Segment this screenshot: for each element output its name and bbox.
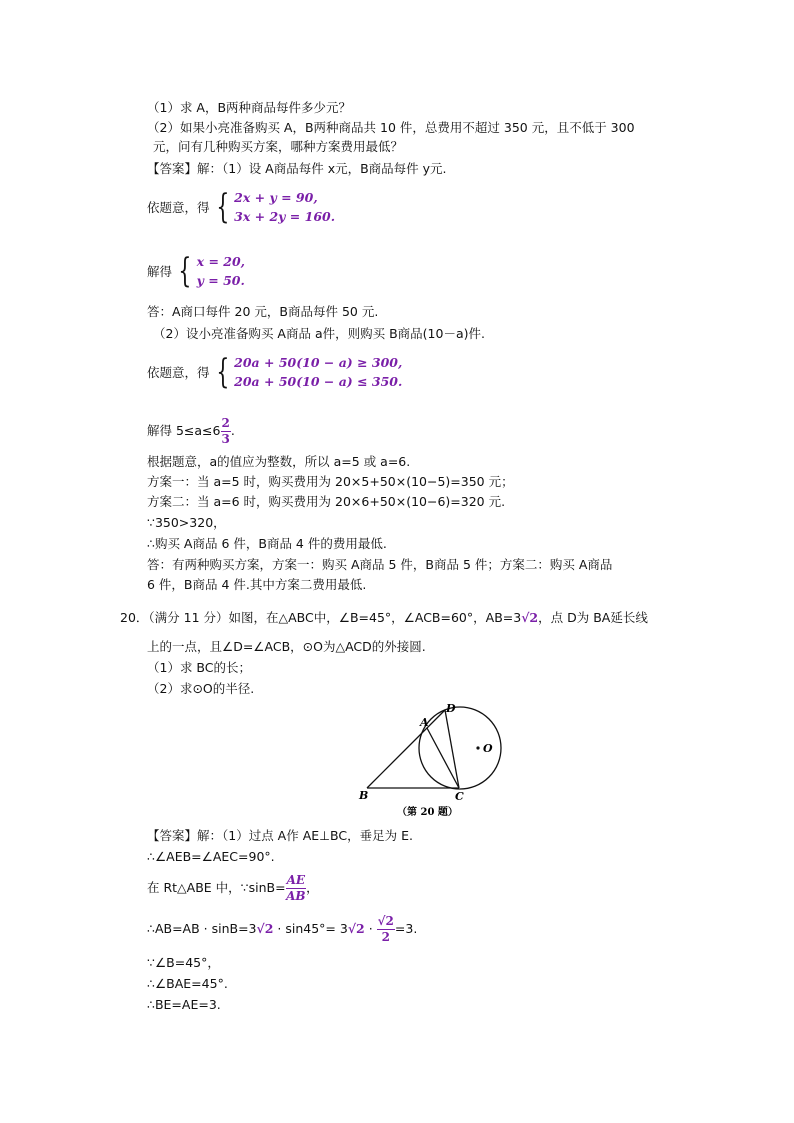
fraction [221,416,231,447]
answer-text: · [364,921,377,936]
question-text: ，点 D为 BA延长线 [538,610,648,625]
solve-text: 解得 5≤a≤6 [147,423,221,438]
answer-text: ， [306,880,319,895]
question-20-part-2: （2）求⊙O的半径. [147,681,255,696]
plan-1: 方案一：当 a=5 时，购买费用为 20×5+50×(10−5)=350 元； [147,474,514,489]
system-lead-text: 依题意，得 [147,365,210,380]
solution-system-1 [147,252,245,290]
brace-symbol: { [178,251,192,291]
answer-line: 答：A商口每件 20 元，B商品每件 50 元. [147,304,379,319]
answer-20-line-3 [147,872,319,904]
figure-caption: （第 20 题） [397,807,458,818]
label-c: C [455,790,464,803]
fraction-denominator: AB [286,889,306,903]
brace-symbol: { [215,352,229,392]
brace-symbol: { [215,187,229,227]
part-2-setup: （2）设小亮准备购买 A商品 a件，则购买 B商品(10－a)件. [153,326,485,341]
inequality-line: 20a + 50(10 − a) ≥ 300, [234,355,403,370]
question-20-line-1 [120,610,648,626]
question-20-part-1: （1）求 BC的长； [147,660,252,675]
question-part-1: （1）求 A，B两种商品每件多少元？ [147,100,352,115]
question-part-2-line-2: 元，问有几种购买方案，哪种方案费用最低？ [153,139,404,154]
fraction-denominator: 2 [381,930,390,944]
answer-20-intro: 【答案】解：（1）过点 A作 AE⊥BC，垂足为 E. [147,828,413,843]
fraction-numerator: AE [286,873,306,887]
label-d: D [446,702,456,715]
equation-line: 3x + 2y = 160. [234,209,336,224]
answer-text: · sin45°= 3 [273,921,348,936]
center-point [476,746,479,749]
plan-2: 方案二：当 a=6 时，购买费用为 20×6+50×(10−6)=320 元. [147,494,506,509]
answer-text: =3. [394,921,418,936]
label-a: A [420,716,429,729]
fraction [286,873,306,904]
answer-20-line-2: ∴∠AEB=∠AEC=90°. [147,849,275,864]
fraction-denominator: 3 [221,432,230,446]
comparison-line: ∵350>320， [147,515,226,530]
inequality-system [147,353,402,391]
segment-dc [445,710,459,788]
integer-condition: 根据题意，a的值应为整数，所以 a=5 或 a=6. [147,454,411,469]
question-number: 20． [120,610,149,625]
inequality-line: 20a + 50(10 − a) ≤ 350. [234,374,403,389]
final-answer-line-2: 6 件，B商品 4 件.其中方案二费用最低. [147,577,367,592]
question-20-line-2: 上的一点，且∠D=∠ACB，⊙O为△ACD的外接圆. [147,639,426,654]
solve-line [147,415,235,447]
system-lead-text: 解得 [147,264,173,279]
equation-line: 2x + y = 90, [234,190,318,205]
final-answer-line-1: 答：有两种购买方案，方案一：购买 A商品 5 件，B商品 5 件；方案二：购买 A商品 [147,557,613,572]
sqrt-expression: √2 [256,921,274,936]
answer-text: ∴AB=AB · sinB=3 [147,921,257,936]
answer-20-line-7: ∴BE=AE=3. [147,997,221,1012]
segment-bd [367,710,445,788]
answer-intro: 【答案】解：（1）设 A商品每件 x元，B商品每件 y元. [147,161,447,176]
question-part-2-line-1: （2）如果小亮准备购买 A，B两种商品共 10 件，总费用不超过 350 元，且不低于 300 [147,120,635,135]
sqrt-expression: √2 [521,610,539,625]
solve-tail: . [230,423,235,438]
answer-20-line-6: ∴∠BAE=45°. [147,976,228,991]
answer-20-line-5: ∵∠B=45°， [147,955,220,970]
fraction-numerator: 2 [221,416,230,430]
answer-20-line-4 [147,913,417,945]
conclusion-line: ∴购买 A商品 6 件，B商品 4 件的费用最低. [147,536,387,551]
system-lead-text: 依题意，得 [147,200,210,215]
answer-text: 在 Rt△ABE 中，∵sinB= [147,880,286,895]
sqrt-expression: √2 [347,921,365,936]
question-text: （满分 11 分）如图，在△ABC中，∠B=45°，∠ACB=60°，AB=3 [148,610,522,625]
geometry-figure [350,698,510,822]
equation-line: y = 50. [196,273,245,288]
fraction [377,914,395,945]
equation-system-1 [147,188,335,226]
equation-line: x = 20, [196,254,246,269]
label-b: B [359,789,369,802]
label-o: O [483,742,493,755]
fraction-numerator: √2 [377,914,394,928]
